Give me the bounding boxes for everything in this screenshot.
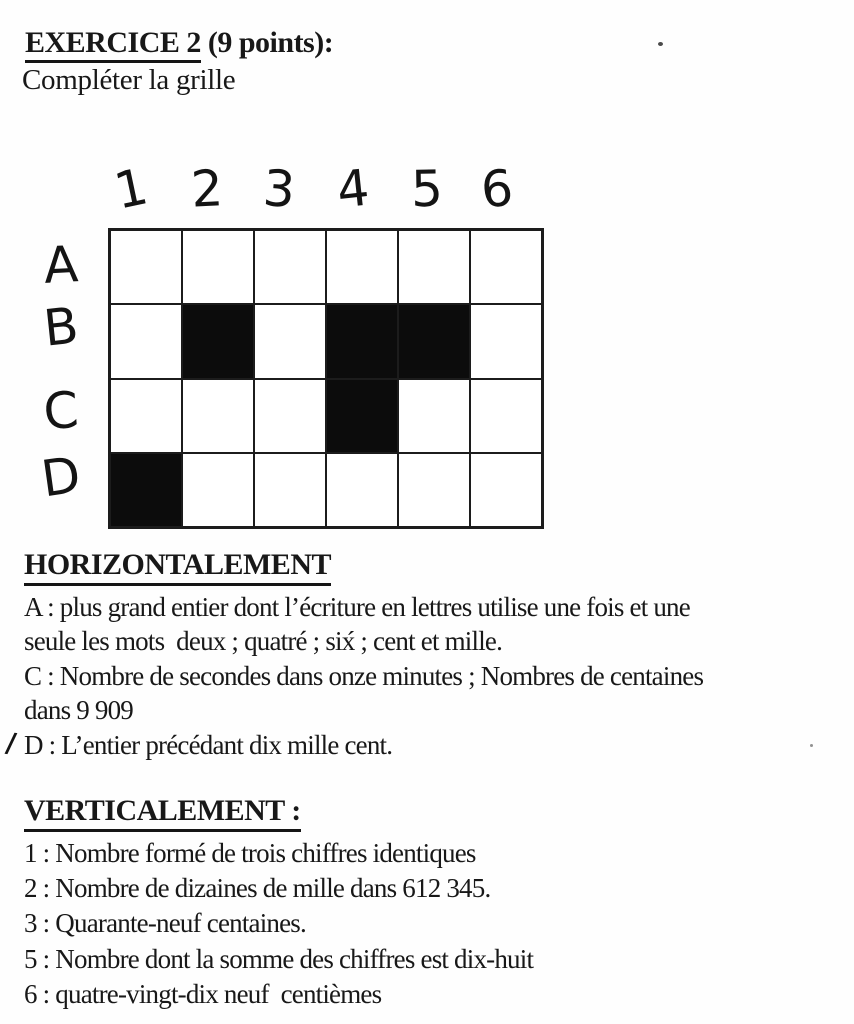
grid-cell-C1 <box>110 379 182 453</box>
grid-cell-A5 <box>398 230 470 304</box>
clue-line-3: 3 : Quarante-neuf centaines. <box>24 908 306 939</box>
grid-cell-D6 <box>470 453 542 527</box>
handwritten-slash-mark: / <box>3 727 18 760</box>
clue-line-5: 5 : Nombre dont la somme des chiffres est dix-huit <box>24 943 534 974</box>
exercise-title-underlined: EXERCICE 2 <box>25 26 201 63</box>
grid-cell-B3 <box>254 304 326 378</box>
grid-cell-D5 <box>398 453 470 527</box>
col-label-2: 2 <box>189 159 225 219</box>
grid-cell-C4 <box>326 379 398 453</box>
grid-cell-D2 <box>182 453 254 527</box>
grid-cell-D3 <box>254 453 326 527</box>
grid-cell-A3 <box>254 230 326 304</box>
exercise-instruction: Compléter la grille <box>22 64 236 96</box>
clue-line-2: 2 : Nombre de dizaines de mille dans 612 345. <box>24 873 491 904</box>
clue-line-d: D : L’entier précédant dix mille cent. <box>24 729 393 760</box>
section-vertical <box>24 794 533 1012</box>
grid-cell-D4 <box>326 453 398 527</box>
col-label-5: 5 <box>410 159 444 219</box>
exercise-title <box>25 26 333 60</box>
grid-cell-B4 <box>326 304 398 378</box>
puzzle-grid <box>108 228 544 529</box>
row-label-D: D <box>37 445 85 509</box>
clue-line-c-1: C : Nombre de secondes dans onze minutes ; Nombres de centaines <box>24 660 704 691</box>
grid-cell-C5 <box>398 379 470 453</box>
scan-speck <box>658 42 663 46</box>
grid-cell-A4 <box>326 230 398 304</box>
grid-cell-C6 <box>470 379 542 453</box>
clue-line-1: 1 : Nombre formé de trois chiffres identiques <box>24 838 476 868</box>
grid-cell-A6 <box>470 230 542 304</box>
clue-line-6: 6 : quatre-vingt-dix neuf centièmes <box>24 978 382 1009</box>
grid-cell-B6 <box>470 304 542 378</box>
grid-cell-D1 <box>110 453 182 527</box>
section-horizontal <box>24 548 703 762</box>
grid-cell-B2 <box>182 304 254 378</box>
clue-line-a-1: A : plus grand entier dont l’écriture en lettres utilise une fois et une <box>24 592 690 622</box>
grid-cell-C3 <box>254 379 326 453</box>
clue-line-a-2: seule les mots deux ; quatré ; six́ ; cent et mille. <box>24 626 503 657</box>
col-label-3: 3 <box>261 158 297 220</box>
row-label-A: A <box>42 235 80 295</box>
scan-speck <box>810 744 813 747</box>
row-label-C: C <box>41 380 81 442</box>
grid-cell-A1 <box>110 230 182 304</box>
exercise-title-points: (9 points): <box>200 26 334 59</box>
col-label-6: 6 <box>478 158 516 220</box>
grid-cell-A2 <box>182 230 254 304</box>
col-label-1: 1 <box>109 157 153 221</box>
grid-cell-B5 <box>398 304 470 378</box>
grid-cell-B1 <box>110 304 182 378</box>
grid-cell-C2 <box>182 379 254 453</box>
clue-line-c-2: dans 9 909 <box>24 695 133 726</box>
col-label-4: 4 <box>334 158 372 220</box>
row-label-B: B <box>40 296 82 358</box>
horizontal-heading: HORIZONTALEMENT <box>24 548 331 586</box>
vertical-heading: VERTICALEMENT : <box>24 794 301 832</box>
